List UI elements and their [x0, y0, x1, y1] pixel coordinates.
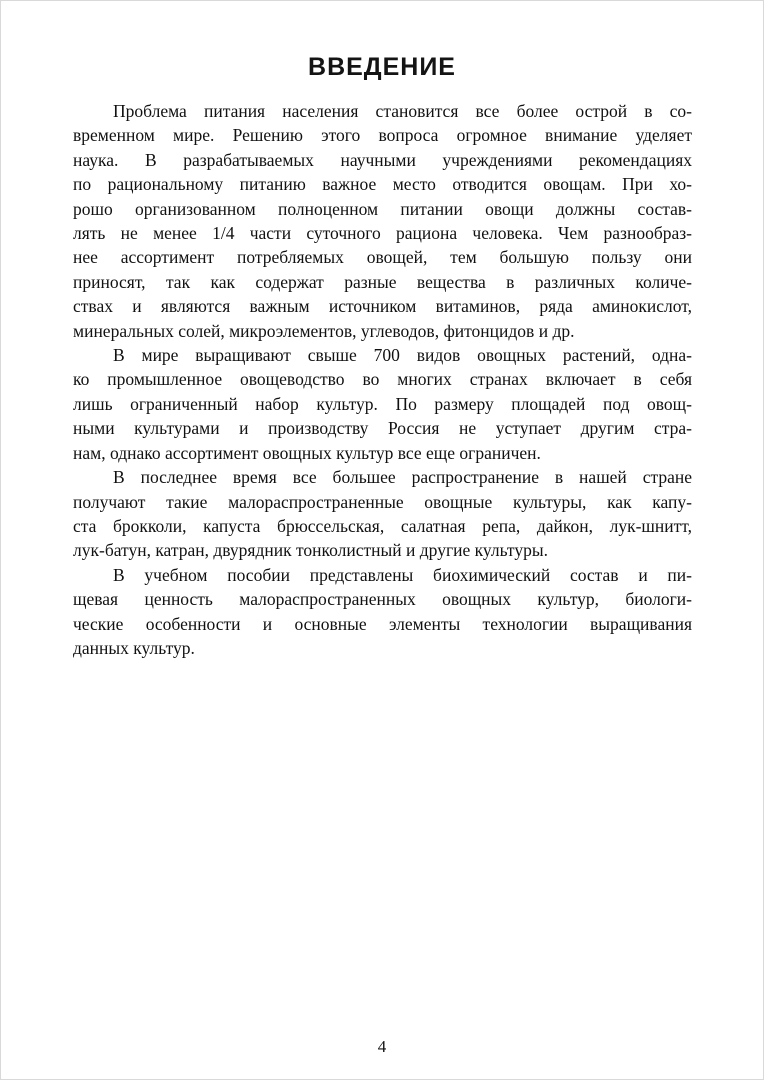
text-line: В мире выращивают свыше 700 видов овощных растений, одна-: [113, 345, 692, 366]
text-line: лять не менее 1/4 части суточного рациона человека. Чем разнообраз-: [73, 223, 692, 244]
text-line: наука. В разрабатываемых научными учреждениями рекомендациях: [73, 149, 692, 170]
paragraph: [73, 99, 692, 343]
text-line: получают такие малораспространенные овощные культуры, как капу-: [73, 491, 692, 512]
text-line: ста брокколи, капуста брюссельская, салатная репа, дайкон, лук-шнитт,: [73, 515, 692, 536]
text-line: временном мире. Решению этого вопроса огромное внимание уделяет: [73, 125, 692, 146]
text-line: В учебном пособии представлены биохимический состав и пи-: [113, 564, 692, 585]
text-line: рошо организованном полноценном питании овощи должны состав-: [73, 198, 692, 219]
text-line: ствах и являются важным источником витаминов, ряда аминокислот,: [73, 296, 692, 317]
paragraph: [73, 465, 692, 563]
text-line: по рациональному питанию важное место отводится овощам. При хо-: [73, 174, 692, 195]
paragraph: [73, 343, 692, 465]
body-text: [73, 99, 692, 660]
page-number: 4: [377, 1037, 387, 1056]
text-line: ко промышленное овощеводство во многих странах включает в себя: [73, 369, 692, 390]
text-line: лук-батун, катран, двурядник тонколистный и другие культуры.: [73, 540, 548, 561]
text-line: приносят, так как содержат разные вещества в различных количе-: [73, 271, 692, 292]
text-line: минеральных солей, микроэлементов, углеводов, фитонцидов и др.: [73, 320, 575, 341]
paragraph: [73, 563, 692, 661]
page-title: ВВЕДЕНИЕ: [308, 53, 456, 81]
text-line: данных культур.: [73, 637, 195, 658]
text-line: нам, однако ассортимент овощных культур все еще ограничен.: [73, 442, 541, 463]
text-line: ческие особенности и основные элементы технологии выращивания: [73, 613, 692, 634]
text-line: лишь ограниченный набор культур. По размеру площадей под овощ-: [73, 393, 692, 414]
text-line: Проблема питания населения становится все более острой в со-: [113, 101, 692, 121]
text-line: ными культурами и производству Россия не уступает другим стра-: [73, 418, 692, 439]
text-line: В последнее время все большее распространение в нашей стране: [113, 467, 692, 488]
text-line: нее ассортимент потребляемых овощей, тем большую пользу они: [73, 247, 692, 268]
text-line: щевая ценность малораспространенных овощных культур, биологи-: [73, 589, 692, 610]
